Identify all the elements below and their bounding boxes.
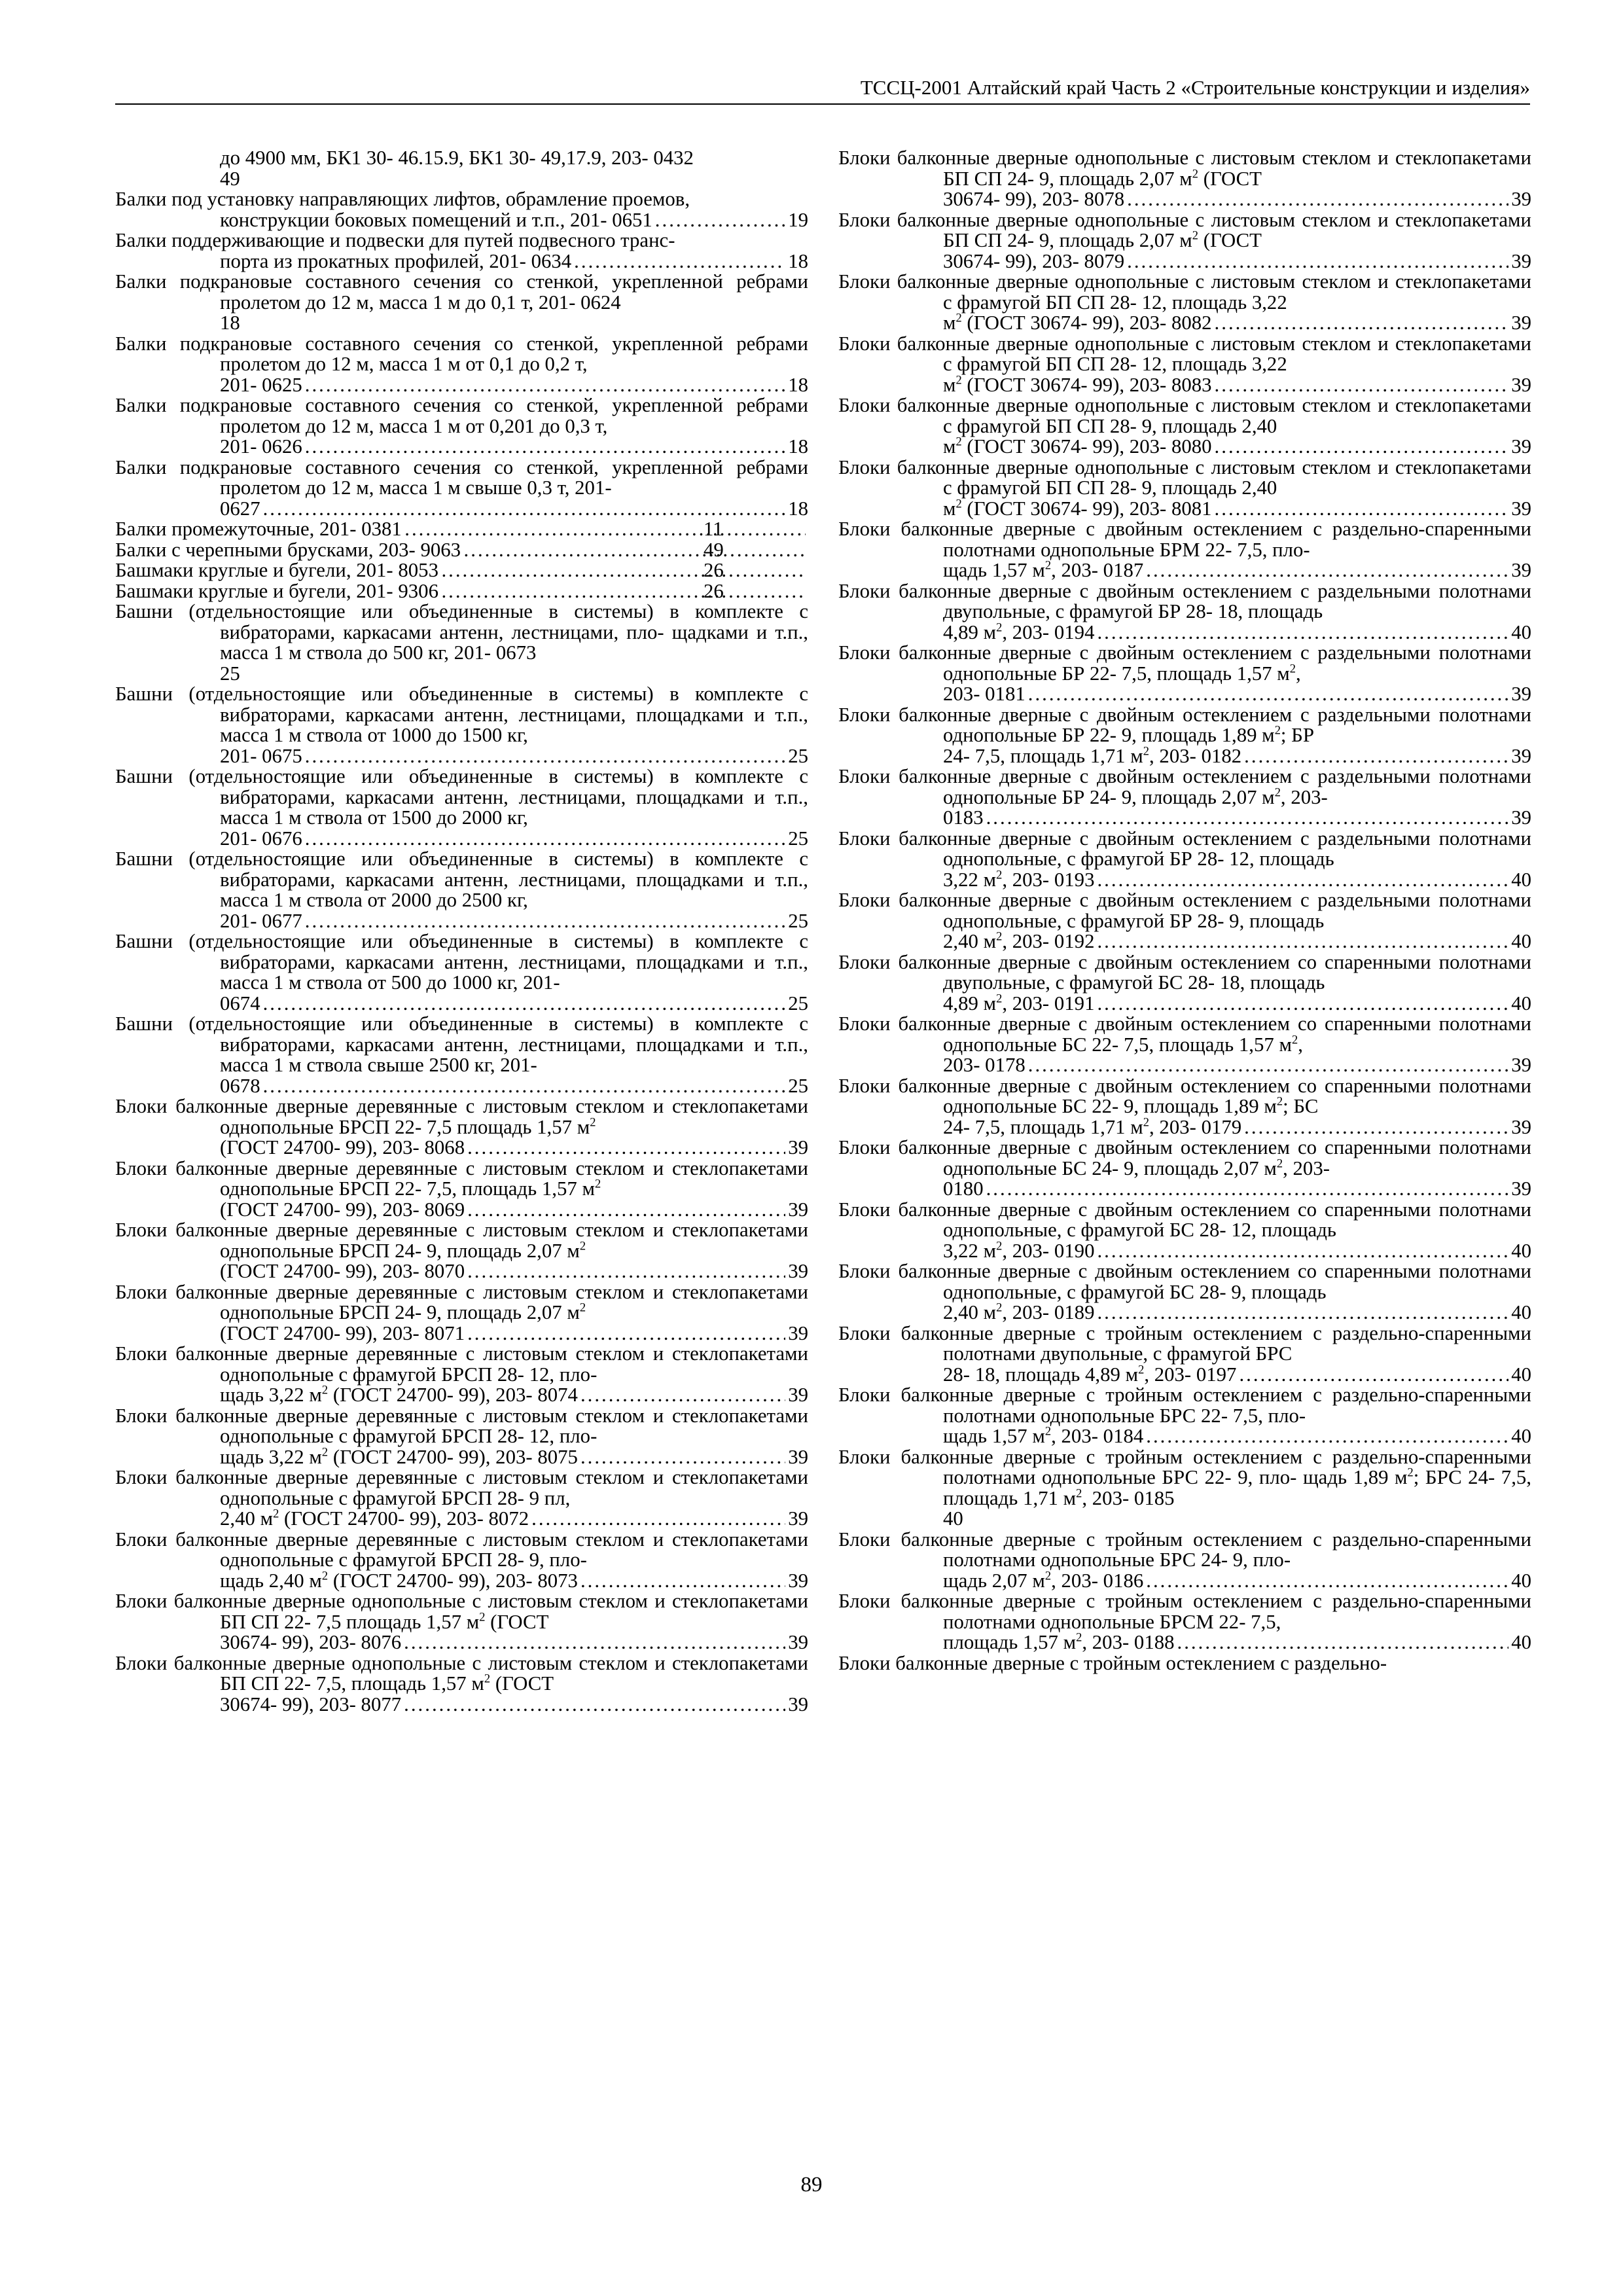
entry-text: Башни (отдельностоящие или объединенные в системы) в комплекте с вибраторами, каркасами антенн, лестницами, пло- [115,600,808,643]
entry-page-number: 25 [788,827,808,850]
dot-leader [263,1076,786,1097]
index-entry [115,457,808,520]
dot-leader [305,375,785,396]
index-entry: Балки промежуточные, 201- 0381 ..... 11 [115,519,808,540]
entry-page-number: 25 [220,662,240,685]
entry-page-number: 39 [1511,1054,1531,1076]
entry-page-number: 40 [1511,992,1531,1014]
index-entry [838,1653,1531,1674]
index-entry: Башмаки круглые и бугели, 201- 9306 ..... 26 [115,581,808,602]
index-entry [115,148,808,189]
entry-text: Блоки балконные дверные с двойным остеклением со спаренными полотнами однопольные БС 24- 9, площадь 2,07 $м^2$, 203- [838,1136,1531,1179]
index-entry [838,766,1531,829]
entry-text: Балки под установку направляющих лифтов, обрамление проемов, [115,188,690,210]
entry-text-tail: порта из прокатных профилей, 201- 0634 [220,249,572,272]
entry-page-number: 40 [943,1507,963,1530]
dot-leader [467,1138,785,1158]
entry-page-number: 49 [220,167,240,190]
entry-text-tail: 30674- 99), 203- 8078 [943,188,1125,210]
entry-text-tail: 28- 18, площадь 4,89 $м^2$, 203- 0197 [943,1363,1237,1386]
dot-leader [1097,622,1508,643]
entry-text: Блоки балконные дверные деревянные с листовым стеклом и стеклопакетами однопольные БРСП 22- 7,5, площадь 1,57 $м^2$ [115,1157,808,1200]
entry-text-tail: 0674 [220,992,260,1014]
index-entry [115,1344,808,1406]
entry-page-number: 25 [788,1074,808,1097]
dot-leader [986,808,1509,829]
index-entry [838,1138,1531,1200]
entry-text-tail: (ГОСТ 24700- 99), 203- 8069 [220,1198,465,1221]
entry-text-tail: $м^2$ (ГОСТ 30674- 99), 203- 8081 [943,497,1212,520]
entry-page-number: 39 [788,1631,808,1653]
dot-leader [1146,1571,1508,1592]
entry-text-tail: $м^2$ (ГОСТ 30674- 99), 203- 8080 [943,435,1212,457]
entry-text: Балки подкрановые составного сечения со стенкой, укрепленной ребрами пролетом до 12 м, масса 1 м от 0,1 до 0,2 т, [115,332,808,375]
dot-leader [986,1179,1509,1200]
index-entry [838,1076,1531,1138]
index-entry [838,148,1531,210]
dot-leader [574,251,785,272]
page-number: 89 [800,2173,823,2197]
entry-text: Блоки балконные дверные однопольные с листовым стеклом и стеклопакетами с фрамугой БП СП 28- 12, площадь 3,22 [838,270,1531,314]
entry-text-tail: (ГОСТ 24700- 99), 203- 8070 [220,1260,465,1282]
entry-text-tail: 2,40 $м^2$ (ГОСТ 24700- 99), 203- 8072 [220,1507,529,1530]
dot-leader [1097,1302,1508,1323]
index-entry [838,334,1531,396]
index-entry [838,1591,1531,1653]
dot-leader [1215,499,1509,520]
entry-text-tail: 30674- 99), 203- 8079 [943,249,1125,272]
entry-text-tail: 30674- 99), 203- 8076 [220,1631,402,1653]
index-entry [115,766,808,849]
dot-leader [1028,1055,1508,1076]
entry-text: Блоки балконные дверные с двойным остеклением с раздельно-спаренными полотнами однопольные БРМ 22- 7,5, пло- [838,518,1531,561]
entry-text-tail: 201- 0625 [220,373,302,396]
index-entry [115,230,808,272]
entry-text: Балки подкрановые составного сечения со стенкой, укрепленной ребрами пролетом до 12 м, масса 1 м свыше 0,3 т, 201- [115,456,808,499]
entry-text-tail: щадь 1,57 $м^2$, 203- 0187 [943,558,1144,581]
entry-page-number: 18 [788,435,808,457]
entry-page-number: 39 [788,1507,808,1530]
entry-text: Блоки балконные дверные однопольные с листовым стеклом и стеклопакетами БП СП 24- 9, площадь 2,07 $м^2$ (ГОСТ [838,208,1531,251]
entry-text: Блоки балконные дверные деревянные с листовым стеклом и стеклопакетами однопольные БРСП 24- 9, площадь 2,07 $м^2$ [115,1219,808,1262]
entry-page-number: 25 [788,909,808,932]
dot-leader [441,581,806,602]
entry-text-tail: 24- 7,5, площадь 1,71 $м^2$, 203- 0179 [943,1115,1242,1138]
entry-text-tail: ребрами пролетом до 12 м, масса 1 м до 0,1 т, 201- 0624 [220,270,808,314]
entry-page-number: 40 [1511,930,1531,952]
entry-page-number: 39 [1511,188,1531,210]
entry-text-tail: щадь 2,40 $м^2$ (ГОСТ 24700- 99), 203- 8073 [220,1569,578,1592]
entry-text: Блоки балконные дверные однопольные с листовым стеклом и стеклопакетами БП СП 22- 7,5 площадь 1,57 $м^2$ (ГОСТ [115,1590,808,1633]
entry-text: Блоки балконные дверные с двойным остеклением с раздельными полотнами двупольные, с фрамугой БР 28- 18, площадь [838,579,1531,622]
index-entry [838,457,1531,520]
entry-text: Блоки балконные дверные с двойным остеклением со спаренными полотнами однопольные БС 22- 7,5, площадь 1,57 $м^2$, [838,1013,1531,1056]
entry-page-number: 18 [788,249,808,272]
dot-leader [1239,1365,1508,1386]
running-header [115,73,1530,105]
index-entry [838,1323,1531,1386]
entry-text-tail: 201- 0626 [220,435,302,457]
entry-text: Блоки балконные дверные деревянные с листовым стеклом и стеклопакетами однопольные с фрамугой БРСП 28- 12, пло- [115,1342,808,1386]
entry-page-number: 18 [788,497,808,520]
entry-text-tail: 2,40 $м^2$, 203- 0189 [943,1300,1095,1323]
entry-page-number: 40 [1511,1363,1531,1386]
entry-text: Блоки балконные дверные с тройным остеклением с раздельно-спаренными полотнами однопольные БРСМ 22- 7,5, [838,1590,1531,1633]
entry-text: Блоки балконные дверные с двойным остеклением с раздельными полотнами однопольные, с фрамугой БР 28- 9, площадь [838,889,1531,932]
entry-text: Блоки балконные дверные однопольные с листовым стеклом и стеклопакетами с фрамугой БП СП 28- 9, площадь 2,40 [838,456,1531,499]
entry-text: Блоки балконные дверные с двойным остеклением со спаренными полотнами однопольные, с фрамугой БС 28- 9, площадь [838,1260,1531,1303]
entry-text: Балки подкрановые составного сечения со стенкой, укрепленной [115,270,723,293]
dot-leader [404,519,806,540]
entry-text-tail: 4,89 $м^2$, 203- 0191 [943,992,1095,1014]
index-entry [838,210,1531,272]
dot-leader [467,1200,785,1221]
index-entry [115,1467,808,1530]
dot-leader [1146,1426,1508,1447]
index-entry [115,1406,808,1468]
entry-page-number: 39 [788,1384,808,1406]
entry-text: Блоки балконные дверные с двойным остеклением со спаренными полотнами однопольные БС 22- 9, площадь 1,89 $м^2$; БС [838,1074,1531,1117]
entry-page-number: 39 [788,1136,808,1158]
entry-text: Блоки балконные дверные деревянные с листовым стеклом и стеклопакетами однопольные с фрамугой БРСП 28- 9 пл, [115,1466,808,1509]
entry-text-tail: 0180 [943,1177,984,1200]
entry-text-tail: Башмаки круглые и бугели, 201- 9306 [115,579,438,602]
index-entry [838,1200,1531,1262]
index-entry [115,1591,808,1653]
dot-leader [531,1509,785,1530]
index-entry [838,272,1531,334]
dot-leader [580,1571,785,1592]
entry-page-number: 39 [1511,435,1531,457]
dot-leader [467,1261,785,1282]
index-column-right [838,148,1531,1674]
entry-text: Блоки балконные дверные с тройным остеклением с раздельно-спаренными полотнами однопольные БРС 22- 9, пло- [838,1445,1531,1488]
entry-text-tail: конструкции боковых помещений и т.п., 201- 0651 [220,208,652,231]
entry-page-number: 39 [788,1569,808,1592]
dot-leader [305,437,785,457]
dot-leader [263,994,786,1014]
index-entry [115,1096,808,1158]
entry-text-tail: щадь 1,89 $м^2$; БРС 24- 7,5, площадь 1,71 $м^2$, 203- 0185 [943,1465,1531,1509]
entry-text: Башни (отдельностоящие или объединенные в системы) в комплекте с вибраторами, каркасами антенн, лестницами, площадками и т.п., масса 1 м ствола от 2000 до 2500 кг, [115,848,808,911]
entry-text: Балки подкрановые составного сечения со стенкой, укрепленной ребрами пролетом до 12 м, масса 1 м от 0,201 до 0,3 т, [115,394,808,437]
index-entry [838,395,1531,457]
dot-leader [404,1632,785,1653]
index-entry [115,849,808,931]
index-entry [838,1447,1531,1530]
entry-text: Блоки балконные дверные деревянные с листовым стеклом и стеклопакетами однопольные с фрамугой БРСП 28- 12, пло- [115,1404,808,1447]
entry-page-number: 39 [788,1260,808,1282]
entry-page-number: 25 [788,992,808,1014]
entry-page-number: 39 [788,1321,808,1344]
index-entry [115,272,808,334]
entry-page-number: 40 [1511,1569,1531,1592]
entry-text-tail: 0678 [220,1074,260,1097]
dot-leader [467,1323,785,1344]
entry-text-tail: щадь 3,22 $м^2$ (ГОСТ 24700- 99), 203- 8075 [220,1445,578,1468]
entry-text-tail: 2,40 $м^2$, 203- 0192 [943,929,1095,952]
dot-leader [1028,684,1508,705]
entry-text: Башни (отдельностоящие или объединенные в системы) в комплекте с вибраторами, каркасами антенн, лестницами, площадками и т.п., масса 1 м ствола от 1500 до 2000 кг, [115,765,808,829]
dot-leader [1215,437,1509,457]
entry-text-tail: 4,89 $м^2$, 203- 0194 [943,620,1095,643]
index-entry [838,1261,1531,1323]
dot-leader [1244,1117,1508,1138]
entry-page-number: 18 [220,312,240,334]
dot-leader [1097,1241,1508,1262]
dot-leader [404,1695,785,1715]
index-entry [838,1014,1531,1076]
entry-page-number: 39 [1511,559,1531,581]
entry-text-tail: 3,22 $м^2$, 203- 0193 [943,868,1095,891]
entry-text-tail: 24- 7,5, площадь 1,71 $м^2$, 203- 0182 [943,744,1242,767]
entry-text-tail: щадь 3,22 $м^2$ (ГОСТ 24700- 99), 203- 8074 [220,1383,578,1406]
entry-text-tail: $м^2$ (ГОСТ 30674- 99), 203- 8083 [943,373,1212,396]
index-entry [115,1158,808,1221]
index-entry [115,684,808,766]
index-entry [838,890,1531,952]
entry-text: Блоки балконные дверные однопольные с листовым стеклом и стеклопакетами БП СП 22- 7,5, площадь 1,57 $м^2$ (ГОСТ [115,1651,808,1695]
entry-text-tail: 203- 0181 [943,683,1026,705]
index-column-left [115,148,808,1715]
index-entry [115,1220,808,1282]
header-title: ТССЦ-2001 Алтайский край Часть 2 «Строительные конструкции и изделия» [860,76,1530,99]
index-entry [115,334,808,396]
dot-leader [1127,251,1508,272]
entry-page-number: 18 [788,373,808,396]
index-entry [838,581,1531,643]
index-entry [838,952,1531,1014]
dot-leader [305,829,785,850]
dot-leader [1244,746,1508,767]
index-entry [838,643,1531,705]
entry-page-number: 40 [1511,868,1531,891]
index-entry [115,1282,808,1344]
entry-text-tail: 201- 0677 [220,909,302,932]
entry-text-tail: (ГОСТ 24700- 99), 203- 8068 [220,1136,465,1158]
entry-text-tail: (ГОСТ 24700- 99), 203- 8071 [220,1321,465,1344]
dot-leader [1177,1632,1509,1653]
entry-page-number: 40 [1511,1631,1531,1653]
entry-text: Блоки балконные дверные с тройным остеклением с раздельно- [838,1651,1387,1674]
index-entry [115,1014,808,1096]
dot-leader [580,1385,785,1406]
index-entry [838,829,1531,891]
entry-text-tail: 201- 0676 [220,827,302,850]
entry-page-number: 39 [1511,744,1531,767]
index-entry [115,1530,808,1592]
entry-page-number: 40 [1511,1239,1531,1262]
entry-text: Блоки балконные дверные однопольные с листовым стеклом и стеклопакетами с фрамугой БП СП 28- 12, площадь 3,22 [838,332,1531,375]
dot-leader [463,540,806,561]
entry-page-number: 39 [1511,497,1531,520]
index-entry [838,1530,1531,1592]
entry-text: Блоки балконные дверные с двойным остеклением с раздельными полотнами однопольные БР 24- 9, площадь 2,07 $м^2$, 203- [838,765,1531,808]
entry-text-tail: 201- 0675 [220,744,302,767]
entry-page-number: 19 [788,208,808,231]
entry-text: Блоки балконные дверные с двойным остеклением с раздельными полотнами однопольные, с фрамугой БР 28- 12, площадь [838,827,1531,870]
entry-page-number: 39 [1511,373,1531,396]
entry-page-number: 40 [1511,1425,1531,1447]
entry-text: Башни (отдельностоящие или объединенные в системы) в комплекте с вибраторами, каркасами антенн, лестницами, площадками и т.п., масса 1 м ствола от 1000 до 1500 кг, [115,683,808,746]
entry-text: Блоки балконные дверные деревянные с листовым стеклом и стеклопакетами однопольные БРСП 24- 9, площадь 2,07 $м^2$ [115,1280,808,1323]
dot-leader [1097,994,1508,1014]
entry-text-tail: $м^2$ (ГОСТ 30674- 99), 203- 8082 [943,311,1212,334]
entry-text: Блоки балконные дверные с двойным остеклением с раздельными полотнами однопольные БР 22- 9, площадь 1,89 $м^2$; БР [838,703,1531,746]
dot-leader [580,1447,785,1468]
index-entry: Башмаки круглые и бугели, 201- 8053 ..... 26 [115,560,808,581]
entry-text: Блоки балконные дверные с тройным остеклением с раздельно-спаренными полотнами однопольные БРС 22- 7,5, пло- [838,1384,1531,1427]
entry-page-number: 39 [788,1198,808,1221]
entry-text-tail: Башмаки круглые и бугели, 201- 8053 [115,559,438,581]
entry-text: Блоки балконные дверные деревянные с листовым стеклом и стеклопакетами однопольные с фрамугой БРСП 28- 9, пло- [115,1528,808,1571]
entry-text: Блоки балконные дверные с тройным остеклением с раздельно-спаренными полотнами однопольные БРС 24- 9, пло- [838,1528,1531,1571]
entry-text: Башни (отдельностоящие или объединенные в системы) в комплекте с вибраторами, каркасами антенн, лестницами, площадками и т.п., масса 1 м ствола от 500 до 1000 кг, 201- [115,930,808,994]
entry-text: Блоки балконные дверные однопольные с листовым стеклом и стеклопакетами с фрамугой БП СП 28- 9, площадь 2,40 [838,394,1531,437]
index-entry [115,1653,808,1715]
dot-leader [1215,375,1509,396]
index-entry [838,1385,1531,1447]
entry-text-tail: 203- 0178 [943,1054,1026,1076]
entry-text-tail: щадками и т.п., масса 1 м ствола до 500 кг, 201- 0673 [220,620,808,664]
entry-text-tail: Балки промежуточные, 201- 0381 [115,518,402,540]
index-entry [115,931,808,1014]
entry-text: Башни (отдельностоящие или объединенные в системы) в комплекте с вибраторами, каркасами антенн, лестницами, площадками и т.п., масса 1 м ствола свыше 2500 кг, 201- [115,1013,808,1076]
entry-page-number: 39 [1511,312,1531,334]
entry-page-number: 39 [1511,249,1531,272]
entry-text: Блоки балконные дверные с тройным остеклением с раздельно-спаренными полотнами двупольные, с фрамугой БРС [838,1321,1531,1365]
entry-page-number: 25 [788,744,808,767]
dot-leader [1097,931,1508,952]
entry-text-tail: до 4900 мм, БК1 30- 46.15.9, БК1 30- 49,17.9, 203- 0432 [220,147,694,169]
index-entry [115,601,808,684]
entry-page-number: 39 [1511,1177,1531,1200]
entry-page-number: 39 [788,1693,808,1715]
dot-leader [655,210,785,231]
dot-leader [263,499,786,520]
entry-text-tail: 0183 [943,806,984,829]
entry-text-tail: Балки с черепными брусками, 203- 9063 [115,538,461,561]
index-entry [838,705,1531,767]
index-entry [838,519,1531,581]
entry-page-number: 40 [1511,620,1531,643]
entry-page-number: 39 [1511,1115,1531,1138]
dot-leader [1097,870,1508,891]
entry-text: Блоки балконные дверные с двойным остеклением с раздельными полотнами однопольные БР 22- 7,5, площадь 1,57 $м^2$, [838,641,1531,685]
entry-text: Блоки балконные дверные однопольные с листовым стеклом и стеклопакетами БП СП 24- 9, площадь 2,07 $м^2$ (ГОСТ [838,147,1531,190]
dot-leader [441,560,806,581]
index-entry: Балки с черепными брусками, 203- 9063 ..... 49 [115,540,808,561]
entry-text: Блоки балконные дверные деревянные с листовым стеклом и стеклопакетами однопольные БРСП 22- 7,5 площадь 1,57 $м^2$ [115,1095,808,1138]
entry-text-tail: щадь 1,57 $м^2$, 203- 0184 [943,1424,1144,1447]
entry-text: Блоки балконные дверные с двойным остеклением со спаренными полотнами двупольные, с фрамугой БС 28- 18, площадь [838,950,1531,994]
dot-leader [1215,313,1509,334]
entry-page-number: 39 [1511,806,1531,829]
dot-leader [305,911,785,932]
dot-leader [1146,560,1508,581]
entry-text-tail: 0627 [220,497,260,520]
entry-text-tail: 30674- 99), 203- 8077 [220,1693,402,1715]
entry-text-tail: площадь 1,57 $м^2$, 203- 0188 [943,1630,1175,1653]
index-entry [115,395,808,457]
dot-leader [1127,189,1508,210]
entry-text: Балки поддерживающие и подвески для путей подвесного транс- [115,229,675,251]
entry-page-number: 40 [1511,1301,1531,1323]
entry-text-tail: 3,22 $м^2$, 203- 0190 [943,1239,1095,1262]
index-entry [115,189,808,230]
entry-text-tail: щадь 2,07 $м^2$, 203- 0186 [943,1569,1144,1592]
entry-page-number: 39 [788,1445,808,1468]
entry-text: Блоки балконные дверные с двойным остеклением со спаренными полотнами однопольные, с фрамугой БС 28- 12, площадь [838,1198,1531,1241]
entry-page-number: 39 [1511,683,1531,705]
dot-leader [305,746,785,767]
